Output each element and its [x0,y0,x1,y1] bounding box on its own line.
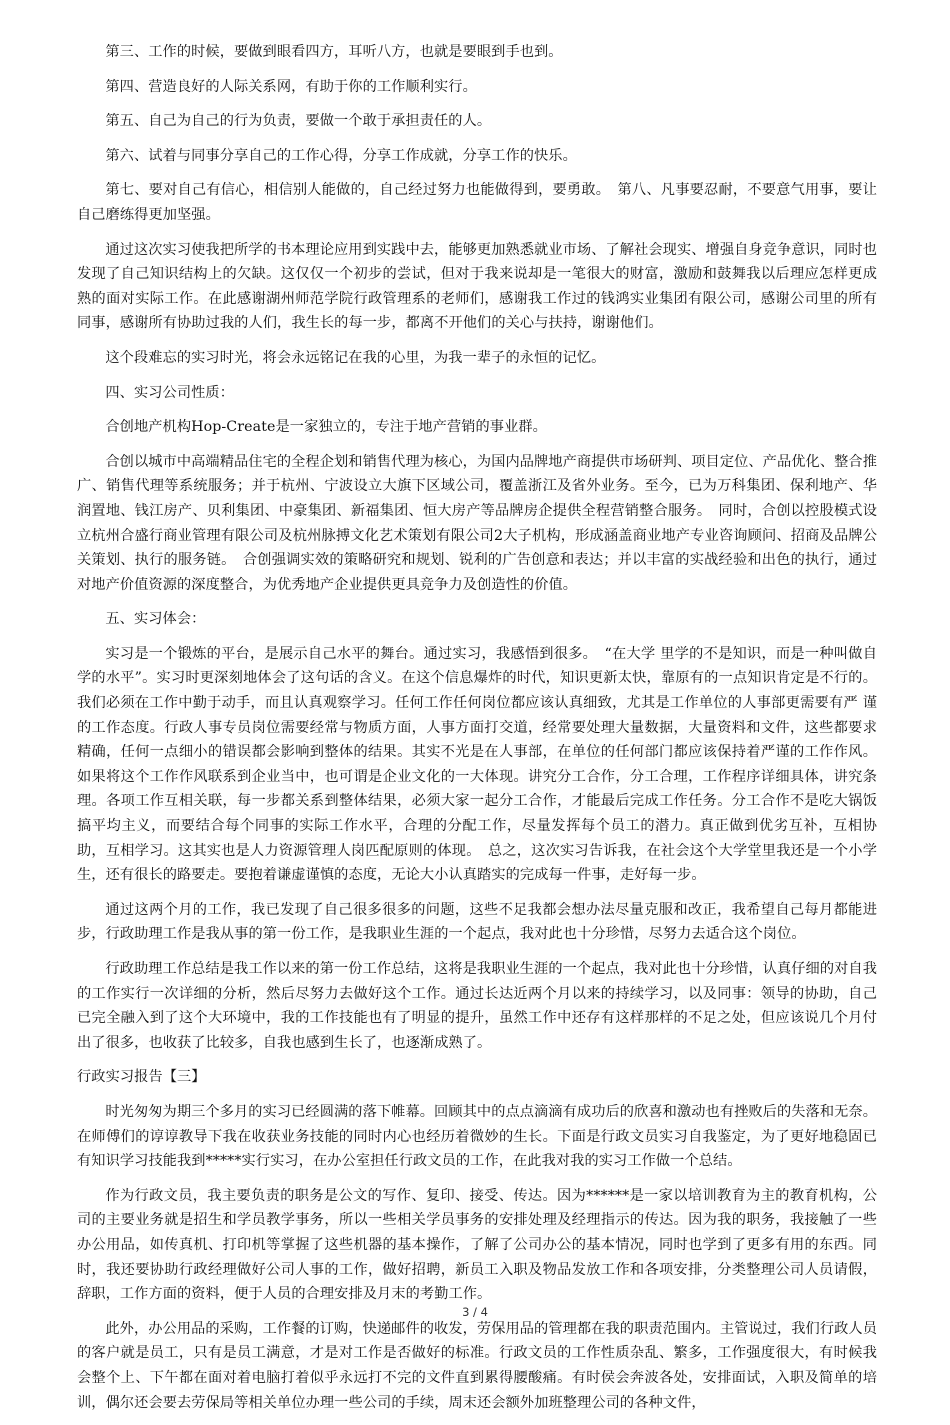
paragraph-company-services: 合创以城市中高端精品住宅的全程企划和销售代理为核心，为国内品牌地产商提供市场研判、项目定位、产品优化、整合推广、销售代理等系统服务；并于杭州、宁波设立大旗下区域公司，覆盖浙江及省外业务。至今，已为万科集团、保利地产、华润置地、钱江房产、贝利集团、中豪集团、新福集团、恒大房产等品牌房企提供全程营销整合服务。 同时，合创以控股模式设立杭州合盛行商业管理有限公司及杭州脉搏文化艺术策划有限公司2大子机构，形成涵盖商业地产专业咨询顾问、招商及品牌公关策划、执行的服务链。 合创强调实效的策略研究和规划、锐利的广告创意和表达；并以丰富的实战经验和出色的执行，通过对地产价值资源的深度整合，为优秀地产企业提供更具竞争力及创造性的价值。 [77,453,877,593]
paragraph-point-5: 第五、自己为自己的行为负责，要做一个敢于承担责任的人。 [105,113,492,130]
paragraph-other-duties: 此外，办公用品的采购，工作餐的订购，快递邮件的收发，劳保用品的管理都在我的职责范围内。主管说过，我们行政人员的客户就是员工，只有是员工满意，才是对工作是否做好的标准。行政文员的工作性质杂乱、繁多，工作强度很大，有时候我会整个上、下午都在面对着电脑打着似乎永远打不完的文件直到累得腰酸痛。有时侯会奔波各处，安排面试，入职及简单的培训，偶尔还会要去劳保局等相关单位办理一些公司的手续，周末还会额外加班整理公司的各种文件， [77,1320,877,1411]
section-heading-experience: 五、实习体会： [105,611,206,628]
paragraph-point-4: 第四、营造良好的人际关系网，有助于你的工作顺利实行。 [105,78,477,95]
page-number: 3 / 4 [462,1305,488,1319]
paragraph-two-months: 通过这两个月的工作，我已发现了自己很多很多的问题，这些不足我都会想办法尽量克服和改正，我希望自己每月都能进步，行政助理工作是我从事的第一份工作，是我职业生涯的一个起点，我对此也十分珍惜，尽努力去适合这个岗位。 [77,901,877,943]
paragraph-duties: 作为行政文员，我主要负责的职务是公文的写作、复印、接受、传达。因为******是一家以培训教育为主的教育机构，公司的主要业务就是招生和学员教学事务，所以一些相关学员事务的安排处理及经理指示的传达。因为我的职务，我接触了一些办公用品，如传真机、打印机等掌握了这些机器的基本操作，了解了公司办公的基本情况，同时也学到了更多有用的东西。同时，我还要协助行政经理做好公司人事的工作，做好招聘，新员工入职及物品发放工作和各项安排，分类整理公司人员请假，辞职，工作方面的资料，便于人员的合理安排及月末的考勤工作。 [77,1187,877,1303]
report-title-three: 行政实习报告【三】 [77,1069,206,1086]
paragraph-internship-reflection: 通过这次实习使我把所学的书本理论应用到实践中去，能够更加熟悉就业市场、了解社会现实、增强自身竞争意识，同时也发现了自己知识结构上的欠缺。这仅仅一个初步的尝试，但对于我来说却是一笔很大的财富，激励和鼓舞我以后理应怎样更成熟的面对实际工作。在此感谢湖州师范学院行政管理系的老师们，感谢我工作过的钱鸿实业集团有限公司，感谢公司里的所有同事，感谢所有协助过我的人们，我生长的每一步，都离不开他们的关心与扶持，谢谢他们。 [77,241,877,332]
paragraph-work-summary: 行政助理工作总结是我工作以来的第一份工作总结，这将是我职业生涯的一个起点，我对此也十分珍惜，认真仔细的对自我的工作实行一次详细的分析，然后尽努力去做好这个工作。通过长达近两个月以来的持续学习，以及同事：领导的协助，自己已完全融入到了这个大环境中，我的工作技能也有了明显的提升，虽然工作中还存有这样那样的不足之处，但应该说几个月付出了很多，也收获了比较多，自我也感到生长了，也逐渐成熟了。 [77,961,877,1051]
paragraph-company-intro: 合创地产机构Hop-Create是一家独立的，专注于地产营销的事业群。 [105,419,547,436]
section-heading-company-nature: 四、实习公司性质： [105,384,234,401]
paragraph-point-7-8: 第七、要对自己有信心，相信别人能做的，自己经过努力也能做得到，要勇敢。 第八、凡事要忍耐，不要意气用事，要让自己磨练得更加坚强。 [77,182,877,223]
paragraph-memory: 这个段难忘的实习时光，将会永远铭记在我的心里，为我一辈子的永恒的记忆。 [105,349,606,366]
paragraph-point-3: 第三、工作的时候，要做到眼看四方，耳听八方，也就是要眼到手也到。 [105,44,563,60]
document-body [77,40,877,1425]
paragraph-point-6: 第六、试着与同事分享自己的工作心得，分享工作成就，分享工作的快乐。 [105,147,577,164]
paragraph-experience-detail: 实习是一个锻炼的平台，是展示自己水平的舞台。通过实习，我感悟到很多。 “在大学 里学的不是知识，而是一种叫做自学的水平”。实习时更深刻地体会了这句话的含义。在这个信息爆炸的时代，知识更新太快，靠原有的一点知识肯定是不行的。我们必须在工作中勤于动手，而且认真观察学习。任何工作任何岗位都应该认真细致，尤其是工作单位的人事部更需要有严 谨的工作态度。行政人事专员岗位需要经常与物质方面，人事方面打交道，经常要处理大量数据，大量资料和文件，这些都要求精确，任何一点细小的错误都会影响到整体的结果。其实不光是在人事部，在单位的任何部门都应该保持着严谨的工作作风。如果将这个工作作风联系到企业当中，也可谓是企业文化的一大体现。讲究分工合作，分工合理，工作程序详细具体，讲究条理。各项工作互相关联，每一步都关系到整体结果，必须大家一起分工合作，才能最后完成工作任务。分工合作不是吃大锅饭搞平均主义，而要结合每个同事的实际工作水平，合理的分配工作，尽量发挥每个员工的潜力。真正做到优劣互补，互相协助，互相学习。这其实也是人力资源管理人岗匹配原则的体现。 总之，这次实习告诉我，在社会这个大学堂里我还是一个小学生，还有很长的路要走。要抱着谦虚谨慎的态度，无论大小认真踏实的完成每一件事，走好每一步。 [77,645,877,884]
paragraph-time-flies: 时光匆匆为期三个多月的实习已经圆满的落下帷幕。回顾其中的点点滴滴有成功后的欣喜和激动也有挫败后的失落和无奈。在师傅们的谆谆教导下我在收获业务技能的同时内心也经历着微妙的生长。下面是行政文员实习自我鉴定，为了更好地稳固已有知识学习技能我到*****实行实习，在办公室担任行政文员的工作，在此我对我的实习工作做一个总结。 [77,1103,877,1170]
